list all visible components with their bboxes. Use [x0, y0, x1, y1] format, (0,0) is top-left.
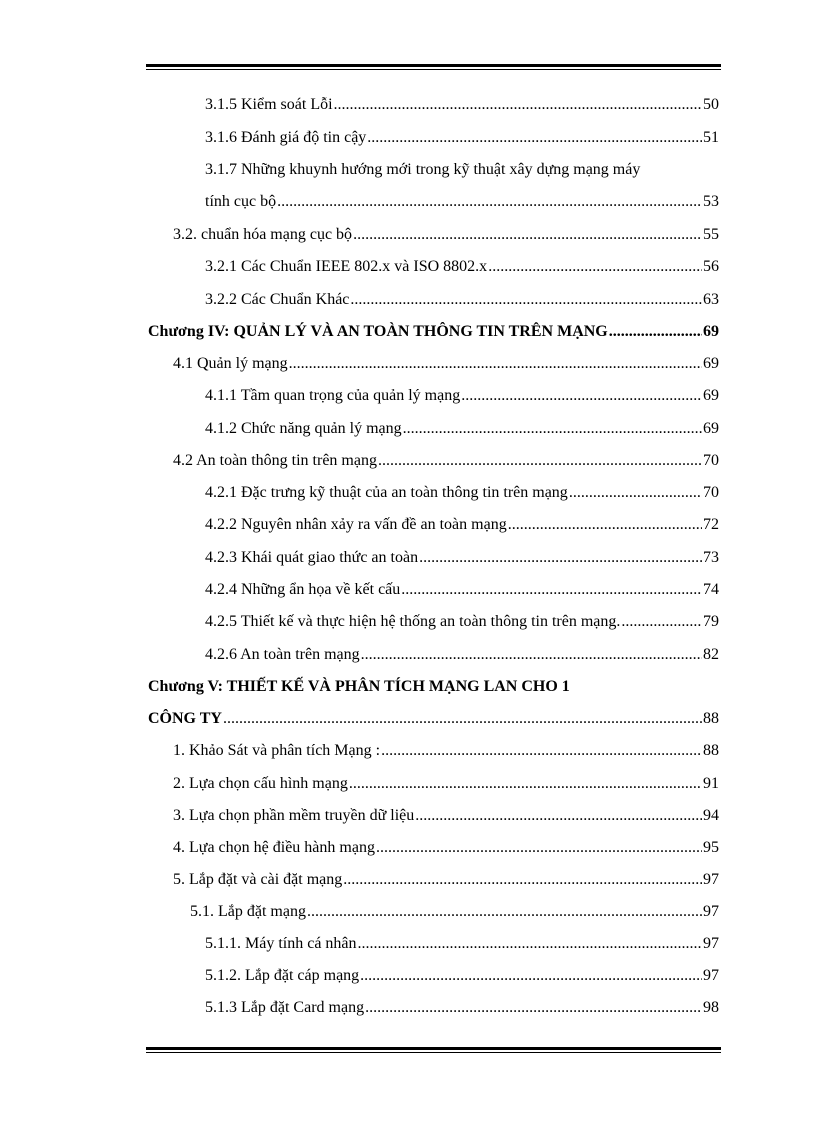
toc-entry-label-line1[interactable]: 3.1.7 Những khuynh hướng mới trong kỹ thuật xây dựng mạng máy: [205, 161, 641, 178]
toc-entry-label: 4.2.1 Đặc trưng kỹ thuật của an toàn thông tin trên mạng: [205, 484, 568, 501]
toc-dot-leader: [488, 257, 702, 277]
toc-dot-leader: [378, 451, 702, 471]
toc-dot-leader: [350, 290, 702, 310]
toc-entry[interactable]: [205, 548, 719, 568]
toc-entry[interactable]: [173, 741, 719, 761]
toc-dot-leader: [367, 128, 702, 148]
toc-entry-page: 69: [703, 355, 719, 372]
toc-entry[interactable]: [190, 902, 719, 922]
toc-entry-page: 97: [703, 903, 719, 920]
toc-entry-label: 4.2.2 Nguyên nhân xảy ra vấn đề an toàn mạng: [205, 516, 507, 533]
toc-entry[interactable]: [173, 225, 719, 245]
toc-entry[interactable]: [205, 419, 719, 439]
toc-dot-leader: [569, 483, 702, 503]
toc-entry-label: 5.1.2. Lắp đặt cáp mạng: [205, 967, 360, 984]
toc-dot-leader: [360, 966, 702, 986]
toc-dot-leader: [277, 192, 702, 212]
toc-entry[interactable]: [173, 870, 719, 890]
toc-entry-label: 1. Khảo Sát và phân tích Mạng :: [173, 742, 381, 759]
toc-entry-page: 69: [703, 387, 719, 404]
toc-entry-page: 79: [703, 613, 719, 630]
toc-entry-page: 63: [703, 291, 719, 308]
toc-entry-page: 56: [703, 258, 719, 275]
toc-entry-page: 51: [703, 129, 719, 146]
toc-entry-label: 4.2.4 Những ẩn họa về kết cấu: [205, 581, 401, 598]
toc-dot-leader: [381, 741, 702, 761]
toc-entry-page: 53: [703, 193, 719, 210]
toc-entry[interactable]: [173, 774, 719, 794]
toc-entry[interactable]: [173, 838, 719, 858]
toc-entry[interactable]: [205, 612, 719, 632]
toc-entry-page: 69: [703, 323, 719, 340]
toc-entry-label: 4.1 Quản lý mạng: [173, 355, 288, 372]
toc-entry-page: 73: [703, 549, 719, 566]
toc-dot-leader: [358, 934, 702, 954]
toc-entry[interactable]: [205, 257, 719, 277]
toc-dot-leader: [223, 709, 702, 729]
toc-entry[interactable]: [173, 806, 719, 826]
footer-double-rule: [146, 1047, 721, 1050]
toc-entry[interactable]: [205, 645, 719, 665]
toc-entry-page: 74: [703, 581, 719, 598]
toc-entry-page: 82: [703, 646, 719, 663]
toc-entry-page: 88: [703, 710, 719, 727]
toc-chapter-entry[interactable]: [148, 322, 719, 342]
toc-entry-label: 3.2.1 Các Chuẩn IEEE 802.x và ISO 8802.x: [205, 258, 488, 275]
toc-dot-leader: [415, 806, 702, 826]
toc-entry-label: 4.2.6 An toàn trên mạng: [205, 646, 360, 663]
toc-entry-label: 2. Lựa chọn cấu hình mạng: [173, 775, 348, 792]
toc-entry-label: 3.1.6 Đánh giá độ tin cậy: [205, 129, 367, 146]
toc-entry-page: 97: [703, 935, 719, 952]
toc-entry-page: 50: [703, 96, 719, 113]
toc-entry-label: 5.1. Lắp đặt mạng: [190, 903, 306, 920]
toc-entry-label: 4.2 An toàn thông tin trên mạng: [173, 452, 377, 469]
toc-entry-label: 4.1.2 Chức năng quản lý mạng: [205, 420, 402, 437]
toc-entry-page: 97: [703, 967, 719, 984]
toc-dot-leader: [334, 95, 702, 115]
toc-dot-leader: [403, 419, 702, 439]
toc-dot-leader: [461, 386, 702, 406]
toc-dot-leader: [401, 580, 702, 600]
toc-entry[interactable]: [205, 483, 719, 503]
toc-entry[interactable]: [205, 95, 719, 115]
toc-entry-page: 69: [703, 420, 719, 437]
toc-chapter-entry[interactable]: [148, 709, 719, 729]
toc-entry-label: 3.2. chuẩn hóa mạng cục bộ: [173, 226, 353, 243]
toc-entry-label: 5.1.3 Lắp đặt Card mạng: [205, 999, 365, 1016]
toc-entry-page: 88: [703, 742, 719, 759]
toc-entry-label: 4.2.5 Thiết kế và thực hiện hệ thống an toàn thông tin trên mạng.: [205, 613, 621, 630]
toc-dot-leader: [419, 548, 702, 568]
toc-entry[interactable]: [205, 580, 719, 600]
toc-entry-page: 70: [703, 452, 719, 469]
toc-entry-label: 5.1.1. Máy tính cá nhân: [205, 935, 357, 952]
toc-entry[interactable]: [205, 998, 719, 1018]
toc-chapter-label-line1[interactable]: Chương V: THIẾT KẾ VÀ PHÂN TÍCH MẠNG LAN CHO 1: [148, 678, 570, 695]
toc-dot-leader: [349, 774, 702, 794]
toc-entry[interactable]: [205, 192, 719, 212]
toc-entry[interactable]: [205, 128, 719, 148]
toc-entry-label: 4.1.1 Tầm quan trọng của quản lý mạng: [205, 387, 461, 404]
toc-entry-page: 91: [703, 775, 719, 792]
toc-dot-leader: [343, 870, 702, 890]
toc-entry-label: CÔNG TY: [148, 710, 222, 727]
toc-dot-leader: [609, 322, 702, 342]
toc-dot-leader: [376, 838, 702, 858]
toc-dot-leader: [365, 998, 702, 1018]
toc-entry-page: 97: [703, 871, 719, 888]
toc-dot-leader: [307, 902, 702, 922]
toc-dot-leader: [353, 225, 702, 245]
toc-entry-page: 72: [703, 516, 719, 533]
toc-entry[interactable]: [173, 354, 719, 374]
toc-entry-label: 4.2.3 Khái quát giao thức an toàn: [205, 549, 419, 566]
toc-entry[interactable]: [205, 290, 719, 310]
toc-entry[interactable]: [173, 451, 719, 471]
toc-entry-label: 3.1.5 Kiểm soát Lỗi: [205, 96, 333, 113]
toc-entry[interactable]: [205, 934, 719, 954]
toc-entry-label: 4. Lựa chọn hệ điều hành mạng: [173, 839, 375, 856]
toc-entry-page: 95: [703, 839, 719, 856]
toc-entry[interactable]: [205, 515, 719, 535]
toc-dot-leader: [508, 515, 702, 535]
toc-entry[interactable]: [205, 966, 719, 986]
toc-entry-page: 98: [703, 999, 719, 1016]
toc-dot-leader: [621, 612, 702, 632]
toc-entry-page: 94: [703, 807, 719, 824]
toc-entry-page: 55: [703, 226, 719, 243]
toc-dot-leader: [361, 645, 702, 665]
toc-entry-label: 3.2.2 Các Chuẩn Khác: [205, 291, 350, 308]
toc-entry[interactable]: [205, 386, 719, 406]
toc-dot-leader: [289, 354, 702, 374]
toc-entry-label: 3. Lựa chọn phần mềm truyền dữ liệu: [173, 807, 415, 824]
toc-entry-label: Chương IV: QUẢN LÝ VÀ AN TOÀN THÔNG TIN TRÊN MẠNG: [148, 323, 608, 340]
toc-entry-label: tính cục bộ: [205, 193, 277, 210]
toc-entry-label: 5. Lắp đặt và cài đặt mạng: [173, 871, 343, 888]
toc-entry-page: 70: [703, 484, 719, 501]
